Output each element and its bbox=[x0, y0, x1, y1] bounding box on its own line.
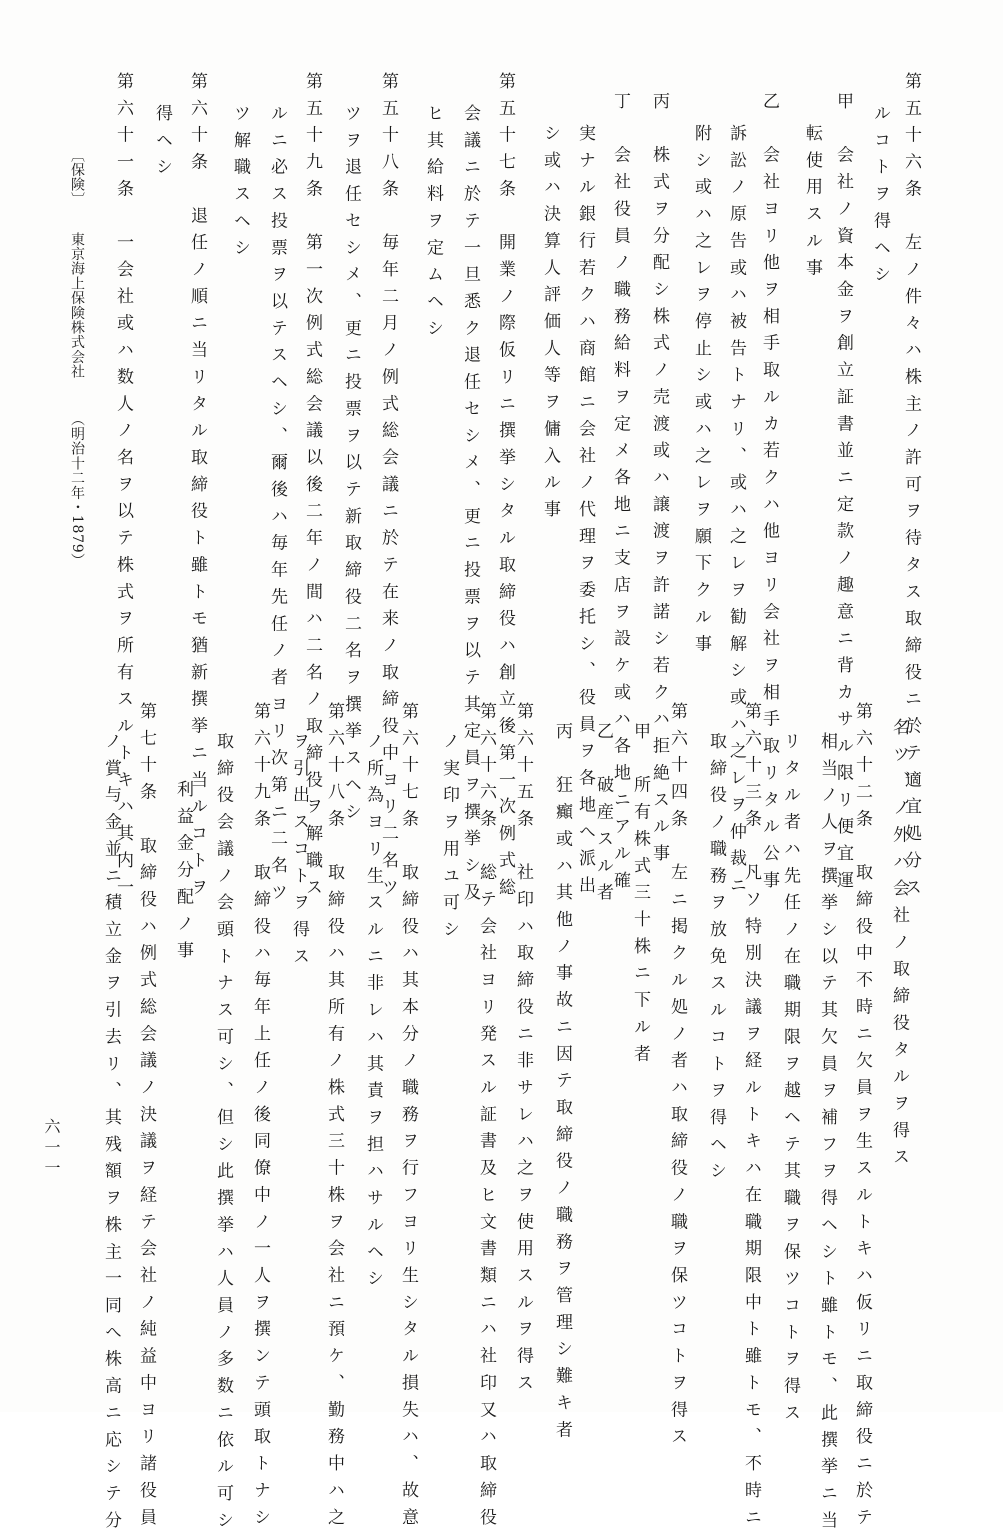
page-number: 六一一 bbox=[42, 1118, 61, 1181]
text-column: 会議ニ於テ一旦悉ク退任セシメ、更ニ投票ヲ以テ其定員ヲ撰挙シ及 bbox=[460, 104, 480, 910]
text-column: 第七十条 取締役ハ例式総会議ノ決議ヲ経テ会社ノ純益中ヨリ諸役員 bbox=[136, 702, 156, 1535]
text-column: 第五十七条 開業ノ際仮リニ撰挙シタル取締役ハ創立後第一次例式総 bbox=[495, 72, 515, 905]
text-column: ノ賞与金並ニ積立金ヲ引去リ、其残額ヲ株主一同へ株高ニ応シテ分 bbox=[101, 732, 121, 1538]
text-column: 第六十五条 社印ハ取締役ニ非サレハ之ヲ使用スルヲ得ス bbox=[513, 702, 533, 1401]
text-column: 丁 会社役員ノ職務給料ヲ定メ各地ニ支店ヲ設ケ或ハ各地ニアル確 bbox=[610, 92, 630, 898]
text-column: 第六十二条 取締役中不時ニ欠員ヲ生スルトキハ仮リニ取締役ニ於テ bbox=[852, 702, 872, 1535]
text-column: 第六十一条 一会社或ハ数人ノ名ヲ以テ株式ヲ所有スルトキハ其内一 bbox=[113, 72, 133, 905]
text-column: 相当ノ人ヲ撰挙シ以テ其欠員ヲ補フヲ得ヘシト雖トモ、此撰挙ニ当 bbox=[817, 732, 837, 1538]
text-column: ルニ必ス投票ヲ以テスヘシ、爾後ハ毎年先任ノ者ヨリ次第ニ二名ツ bbox=[267, 104, 287, 910]
text-column: 第六十八条 取締役ハ其所有ノ株式三十株ヲ会社ニ預ケ、勤務中ハ之 bbox=[324, 702, 344, 1535]
text-column: 第六十九条 取締役ハ毎年上任ノ後同僚中ノ一人ヲ撰ンテ頭取トナシ bbox=[250, 702, 270, 1535]
text-column: 第五十九条 第一次例式総会議以後二年ノ間ハ二名ノ取締役ヲ解職ス bbox=[302, 72, 322, 905]
text-column: ノ所為ヨリ生スルニ非レハ其責ヲ担ハサルヘシ bbox=[363, 732, 383, 1297]
text-column: 丙 株式ヲ分配シ株式ノ売渡或ハ譲渡ヲ許諾シ若クハ拒絶スル事 bbox=[649, 92, 669, 871]
text-column: 取締役会議ノ会頭トナス可シ、但シ此撰挙ハ人員ノ多数ニ依ル可シ bbox=[213, 732, 233, 1538]
section-heading: 利益金分配ノ事 bbox=[173, 780, 193, 969]
text-column: ツ解職スヘシ bbox=[230, 104, 250, 266]
text-column: 甲 所有株式三十株ニ下ル者 bbox=[630, 722, 650, 1072]
text-column: 訴訟ノ原告或ハ被告トナリ、或ハ之レヲ勧解シ或ハ之レヲ仲裁ニ bbox=[726, 124, 746, 903]
text-column: ルコトヲ得ヘシ bbox=[870, 104, 890, 293]
text-column: ヲ引出スコトヲ得ス bbox=[289, 732, 309, 974]
text-column: 転使用スル事 bbox=[802, 124, 822, 286]
text-column: 実ナル銀行若クハ商館ニ会社ノ代理ヲ委托シ、役員ヲ各地へ派出 bbox=[575, 124, 595, 903]
text-column: 第六十三条 凡ソ特別決議ヲ経ルトキハ在職期限中ト雖トモ、不時ニ bbox=[741, 702, 761, 1535]
text-column: 第六十四条 左ニ掲クル処ノ者ハ取締役ノ職ヲ保ツコトヲ得ス bbox=[667, 702, 687, 1455]
text-column: 第六十七条 取締役ハ其本分ノ職務ヲ行フヨリ生シタル損失ハ、故意 bbox=[398, 702, 418, 1535]
text-column: 取締役ノ職務ヲ放免スルコトヲ得ヘシ bbox=[706, 732, 726, 1189]
text-column: シ或ハ決算人評価人等ヲ傭入ル事 bbox=[540, 124, 560, 527]
text-column: ノ実印ヲ用ユ可シ bbox=[439, 732, 459, 947]
text-column: 甲 会社ノ資本金ヲ創立証書並ニ定款ノ趣意ニ背カサル限リ便宜運 bbox=[833, 92, 853, 898]
source-label: 〔保険〕 bbox=[69, 148, 85, 207]
source-year: （明治十二年・1879） bbox=[69, 412, 85, 569]
text-column: 第六十六条 総テ会社ヨリ発スル証書及ヒ文書類ニハ社印又ハ取締役 bbox=[476, 702, 496, 1535]
text-column: 得ヘシ bbox=[152, 104, 172, 185]
text-column: 第五十八条 毎年二月ノ例式総会議ニ於テ在来ノ取締役中ヨリ二名ツ bbox=[378, 72, 398, 905]
text-column: ツヲ退任セシメ、更ニ投票ヲ以テ新取締役二名ヲ撰挙スヘシ bbox=[341, 104, 361, 830]
text-column: 第五十六条 左ノ件々ハ株主ノ許可ヲ待タス取締役ニ於テ適宜処分ス bbox=[901, 72, 921, 905]
source-organization: 東京海上保険株式会社 bbox=[69, 232, 85, 379]
text-column: ヒ其給料ヲ定ムヘシ bbox=[423, 104, 443, 346]
text-column: 丙 狂癲或ハ其他ノ事故ニ因テ取締役ノ職務ヲ管理シ難キ者 bbox=[552, 722, 572, 1448]
text-column: 乙 会社ヨリ他ヲ相手取ルカ若クハ他ヨリ会社ヲ相手取リタル公事 bbox=[759, 92, 779, 898]
text-column: リタル者ハ先任ノ在職期限ヲ越ヘテ其職ヲ保ツコトヲ得ス bbox=[780, 732, 800, 1431]
text-column: 乙 破産スル者 bbox=[593, 722, 613, 911]
text-column: 附シ或ハ之レヲ停止シ或ハ之レヲ願下クル事 bbox=[691, 124, 711, 662]
text-column: 第六十条 退任ノ順ニ当リタル取締役ト雖トモ猶新撰挙ニ当ルコトヲ bbox=[187, 72, 207, 905]
text-column: 名ツ、ノ外ハ会社ノ取締役タルヲ得ス bbox=[889, 718, 909, 1175]
